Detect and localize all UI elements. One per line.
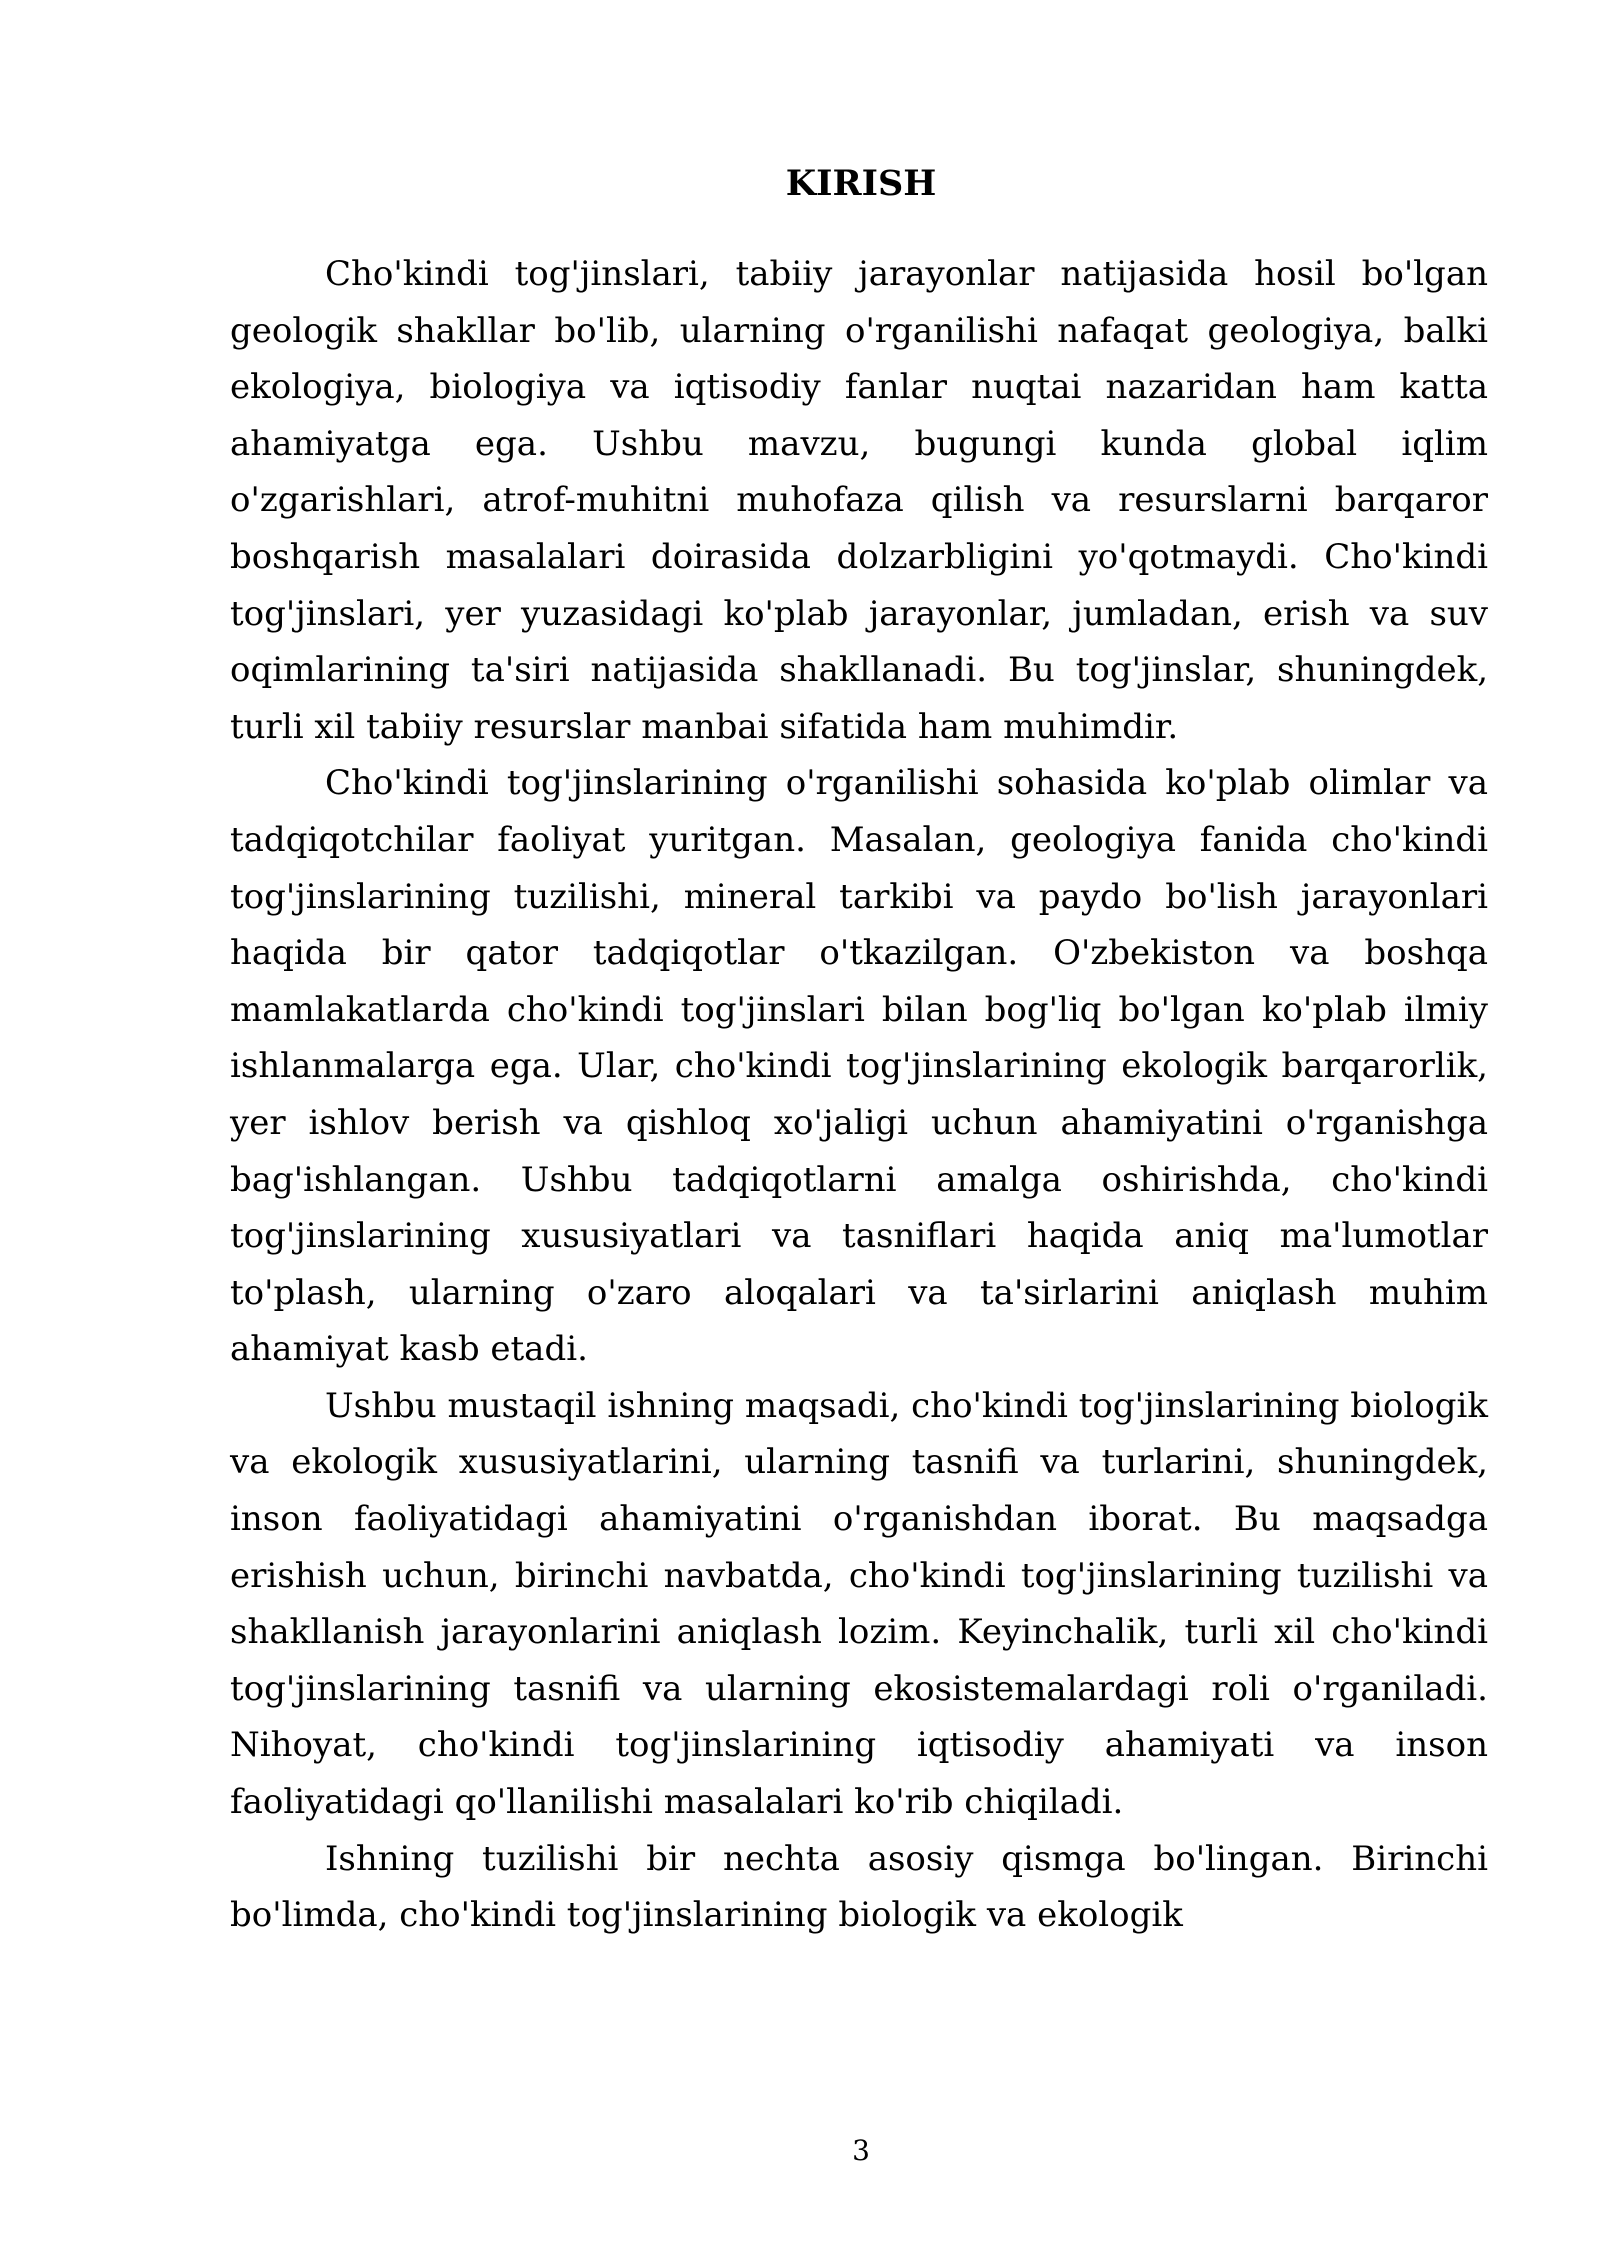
page-number: 3 bbox=[852, 2134, 870, 2167]
paragraph: Cho'kindi tog'jinslarining o'rganilishi sohasida ko'plab olimlar va tadqiqotchilar faoliyat yuritgan. Masalan, geologiya fanida cho'kindi tog'jinslarining tuzilishi, mineral tarkibi va paydo bo'lish jarayonlari haqida bir qator tadqiqotlar o'tkazilgan. O'zbekiston va boshqa mamlakatlarda cho'kindi tog'jinslari bilan bog'liq bo'lgan ko'plab ilmiy ishlanmalarga ega. Ular, cho'kindi tog'jinslarining ekologik barqarorlik, yer ishlov berish va qishloq xo'jaligi uchun ahamiyatini o'rganishga bag'ishlangan. Ushbu tadqiqotlarni amalga oshirishda, cho'kindi tog'jinslarining xususiyatlari va tasniflari haqida aniq ma'lumotlar to'plash, ularning o'zaro aloqalari va ta'sirlarini aniqlash muhim ahamiyat kasb etadi. bbox=[230, 763, 1488, 1370]
page-title: KIRISH bbox=[785, 163, 937, 204]
body-text bbox=[230, 246, 1488, 1944]
paragraph: Ishning tuzilishi bir nechta asosiy qismga bo'lingan. Birinchi bo'limda, cho'kindi tog'jinslarining biologik va ekologik bbox=[230, 1838, 1488, 1936]
paragraph: Cho'kindi tog'jinslari, tabiiy jarayonlar natijasida hosil bo'lgan geologik shakllar bo'lib, ularning o'rganilishi nafaqat geologiya, balki ekologiya, biologiya va iqtisodiy fanlar nuqtai nazaridan ham katta ahamiyatga ega. Ushbu mavzu, bugungi kunda global iqlim o'zgarishlari, atrof-muhitni muhofaza qilish va resurslarni barqaror boshqarish masalalari doirasida dolzarbligini yo'qotmaydi. Cho'kindi tog'jinslari, yer yuzasidagi ko'plab jarayonlar, jumladan, erish va suv oqimlarining ta'siri natijasida shakllanadi. Bu tog'jinslar, shuningdek, turli xil tabiiy resurslar manbai sifatida ham muhimdir. bbox=[230, 254, 1488, 747]
paragraph: Ushbu mustaqil ishning maqsadi, cho'kindi tog'jinslarining biologik va ekologik xususiyatlarini, ularning tasnifi va turlarini, shuningdek, inson faoliyatidagi ahamiyatini o'rganishdan iborat. Bu maqsadga erishish uchun, birinchi navbatda, cho'kindi tog'jinslarining tuzilishi va shakllanish jarayonlarini aniqlash lozim. Keyinchalik, turli xil cho'kindi tog'jinslarining tasnifi va ularning ekosistemalardagi roli o'rganiladi. Nihoyat, cho'kindi tog'jinslarining iqtisodiy ahamiyati va inson faoliyatidagi qo'llanilishi masalalari ko'rib chiqiladi. bbox=[230, 1385, 1488, 1823]
